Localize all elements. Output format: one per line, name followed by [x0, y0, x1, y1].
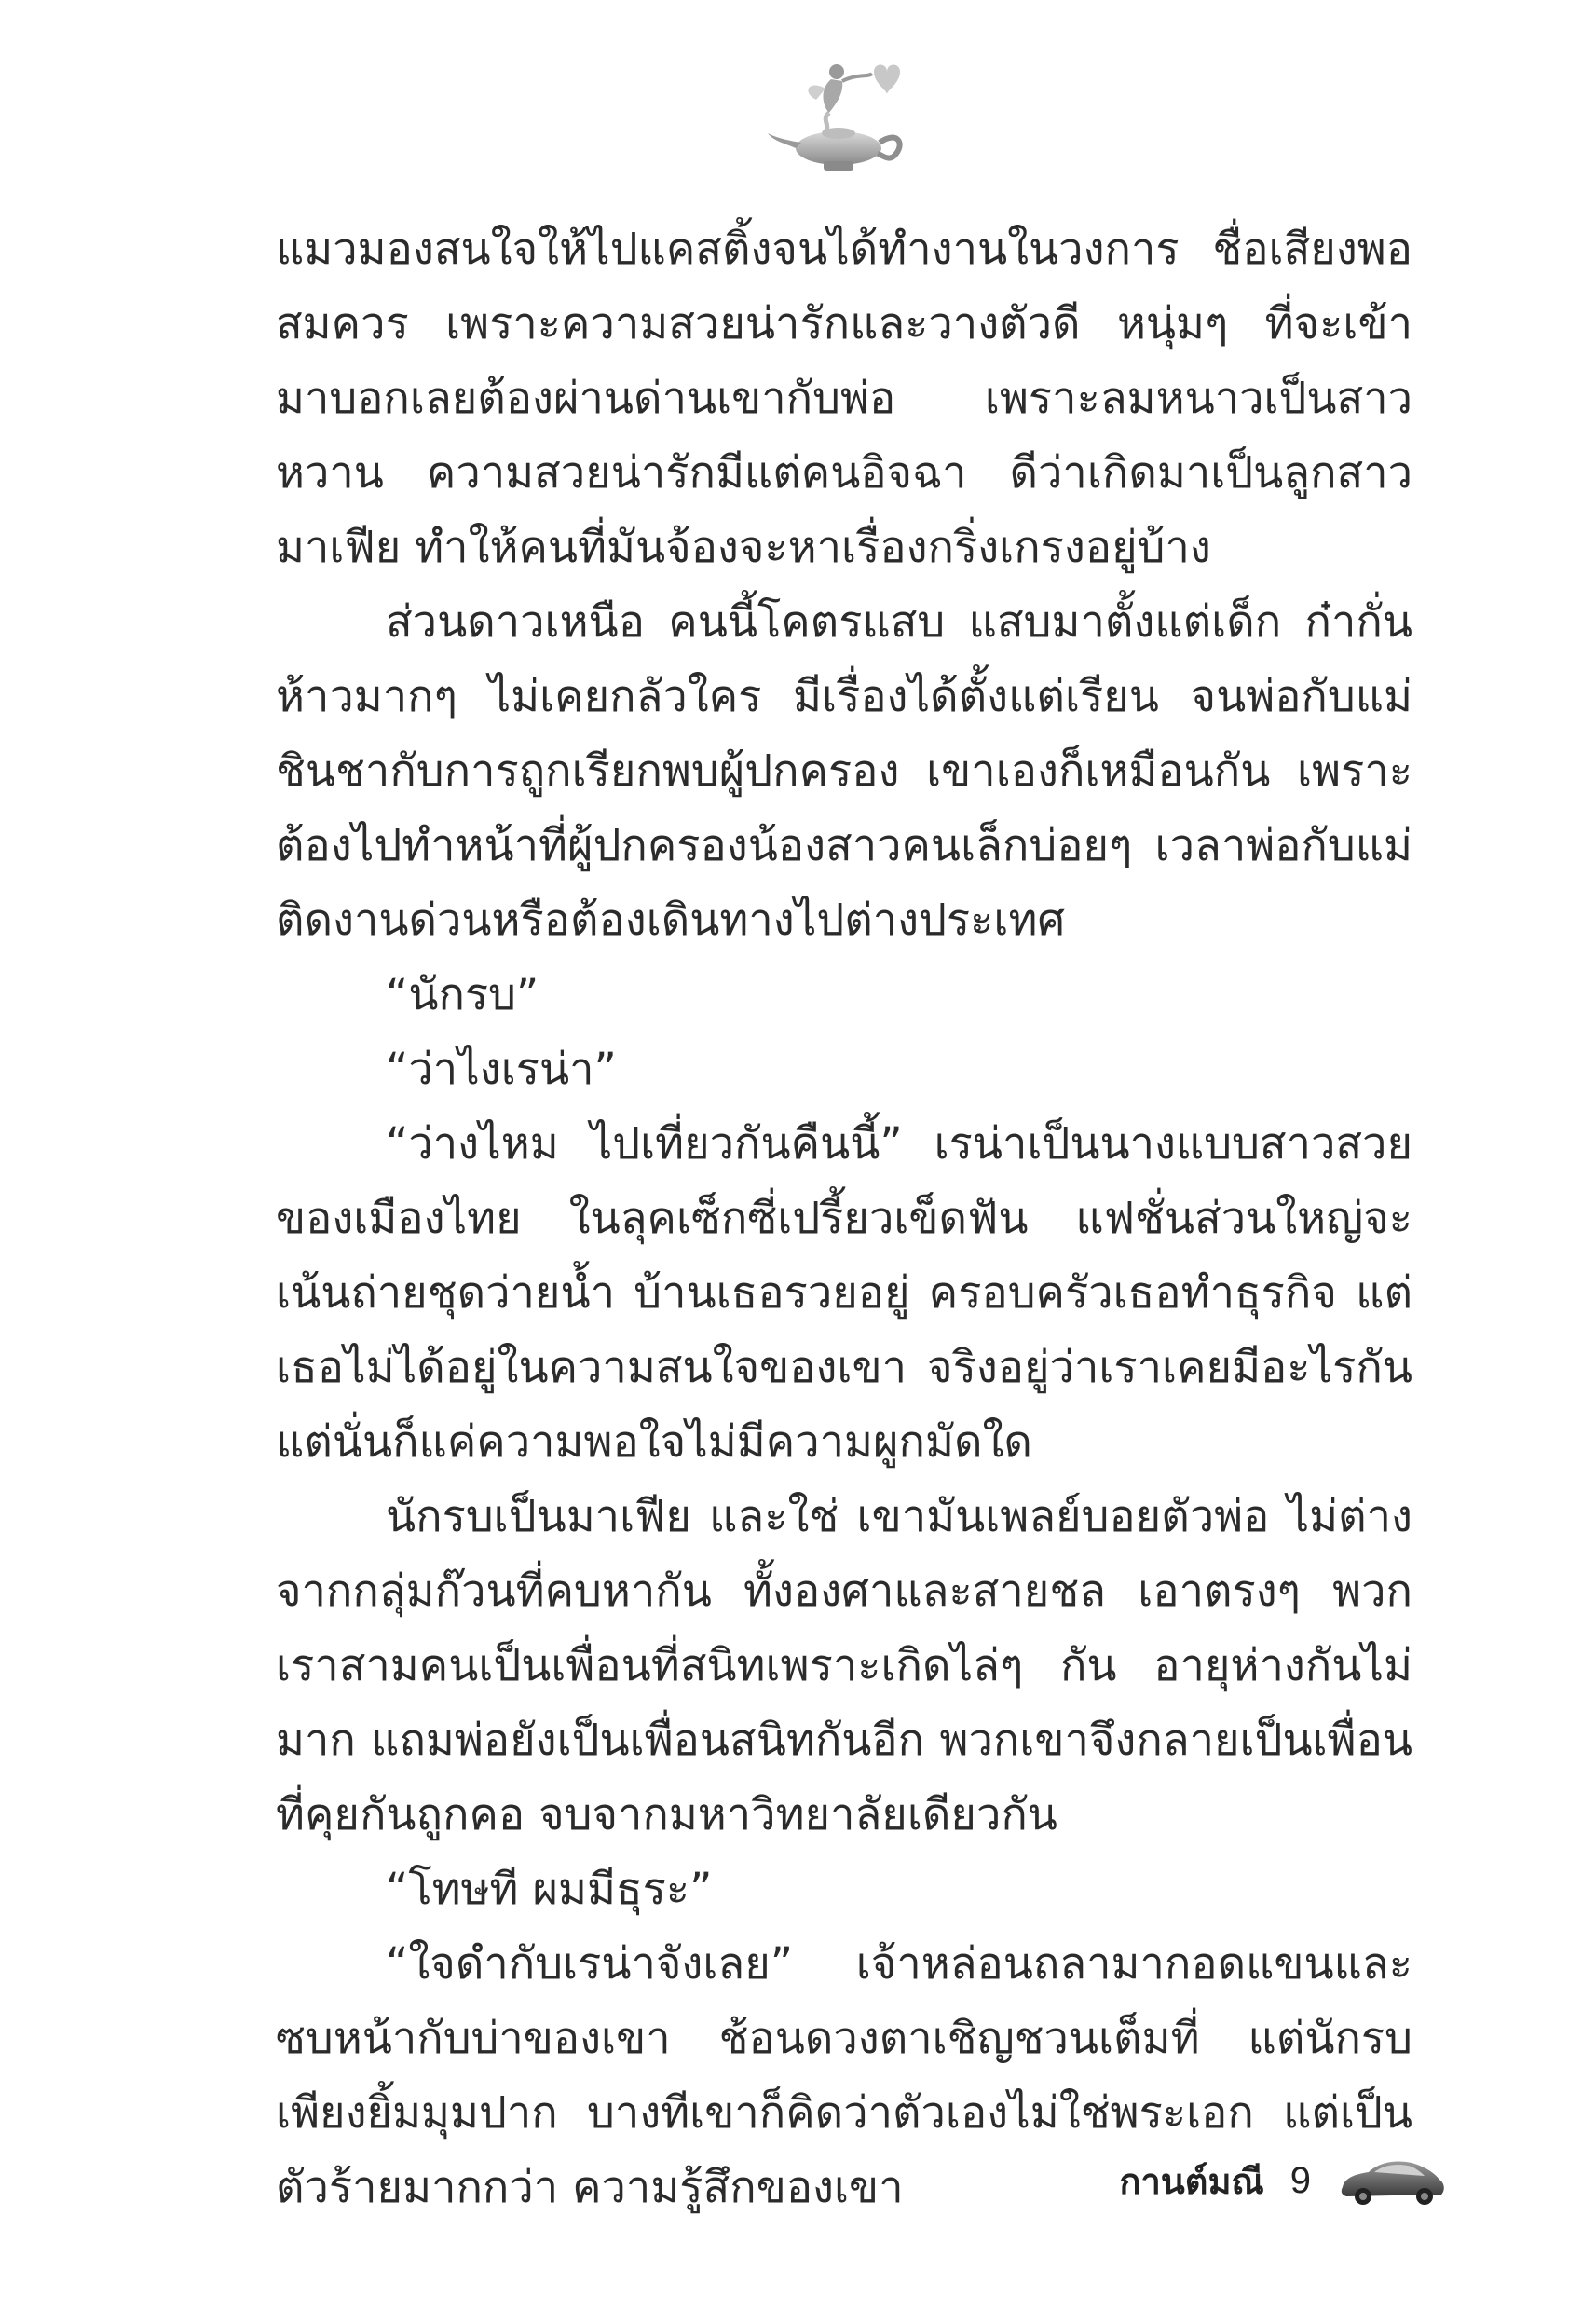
genie-lamp-fairy-icon — [764, 51, 922, 177]
page-number: 9 — [1289, 2159, 1311, 2201]
dialog-line-3: “โทษที ผมมีธุระ” — [386, 1864, 713, 1915]
dialog-line-1: “นักรบ” — [386, 969, 539, 1020]
author-name: กานต์มณี — [1119, 2160, 1264, 2202]
body-text — [276, 212, 1412, 2225]
paragraph-5: “ใจดำกับเรน่าจังเลย” เจ้าหล่อนถลามากอดแขนและซบหน้ากับบ่าของเขา ช้อนดวงตาเชิญชวนเต็มที่ แต่นักรบเพียงยิ้มมุมปาก บางทีเขาก็คิดว่าตัวเองไม่ใช่พระเอก แต่เป็นตัวร้ายมากกว่า ความรู้สึกของเขา — [276, 1938, 1412, 2213]
dialog-line-2: “ว่าไงเรน่า” — [386, 1044, 617, 1095]
paragraph-2: ส่วนดาวเหนือ คนนี้โคตรแสบ แสบมาตั้งแต่เด็ก ก๋ากั่นห้าวมากๆ ไม่เคยกลัวใคร มีเรื่องได้ตั้งแต่เรียน จนพ่อกับแม่ชินชากับการถูกเรียกพบผู้ปกครอง เขาเองก็เหมือนกัน เพราะต้องไปทำหน้าที่ผู้ปกครองน้องสาวคนเล็กบ่อยๆ เวลาพ่อกับแม่ติดงานด่วนหรือต้องเดินทางไปต่างประเทศ — [276, 596, 1412, 946]
paragraph-1: แมวมองสนใจให้ไปแคสติ้งจนได้ทำงานในวงการ ชื่อเสียงพอสมควร เพราะความสวยน่ารักและวางตัวดี หนุ่มๆ ที่จะเข้ามาบอกเลยต้องผ่านด่านเขากับพ่อ เพราะลมหนาวเป็นสาวหวาน ความสวยน่ารักมีแต่คนอิจฉา ดีว่าเกิดมาเป็นลูกสาวมาเฟีย ทำให้คนที่มันจ้องจะหาเรื่องกริ่งเกรงอยู่บ้าง — [276, 224, 1412, 573]
page-footer — [1119, 2143, 1447, 2218]
paragraph-4: นักรบเป็นมาเฟีย และใช่ เขามันเพลย์บอยตัวพ่อ ไม่ต่างจากกลุ่มก๊วนที่คบหากัน ทั้งองศาและสายชล เอาตรงๆ พวกเราสามคนเป็นเพื่อนที่สนิทเพราะเกิดไล่ๆ กัน อายุห่างกันไม่มาก แถมพ่อยังเป็นเพื่อนสนิทกันอีก พวกเขาจึงกลายเป็นเพื่อนที่คุยกันถูกคอ จบจากมหาวิทยาลัยเดียวกัน — [276, 1491, 1412, 1840]
paragraph-3: “ว่างไหม ไปเที่ยวกันคืนนี้” เรน่าเป็นนางแบบสาวสวยของเมืองไทย ในลุคเซ็กซี่เปรี้ยวเข็ดฟัน แฟชั่นส่วนใหญ่จะเน้นถ่ายชุดว่ายน้ำ บ้านเธอรวยอยู่ ครอบครัวเธอทำธุรกิจ แต่เธอไม่ได้อยู่ในความสนใจของเขา จริงอยู่ว่าเราเคยมีอะไรกัน แต่นั่นก็แค่ความพอใจไม่มีความผูกมัดใด — [276, 1118, 1412, 1468]
car-icon — [1337, 2152, 1447, 2209]
